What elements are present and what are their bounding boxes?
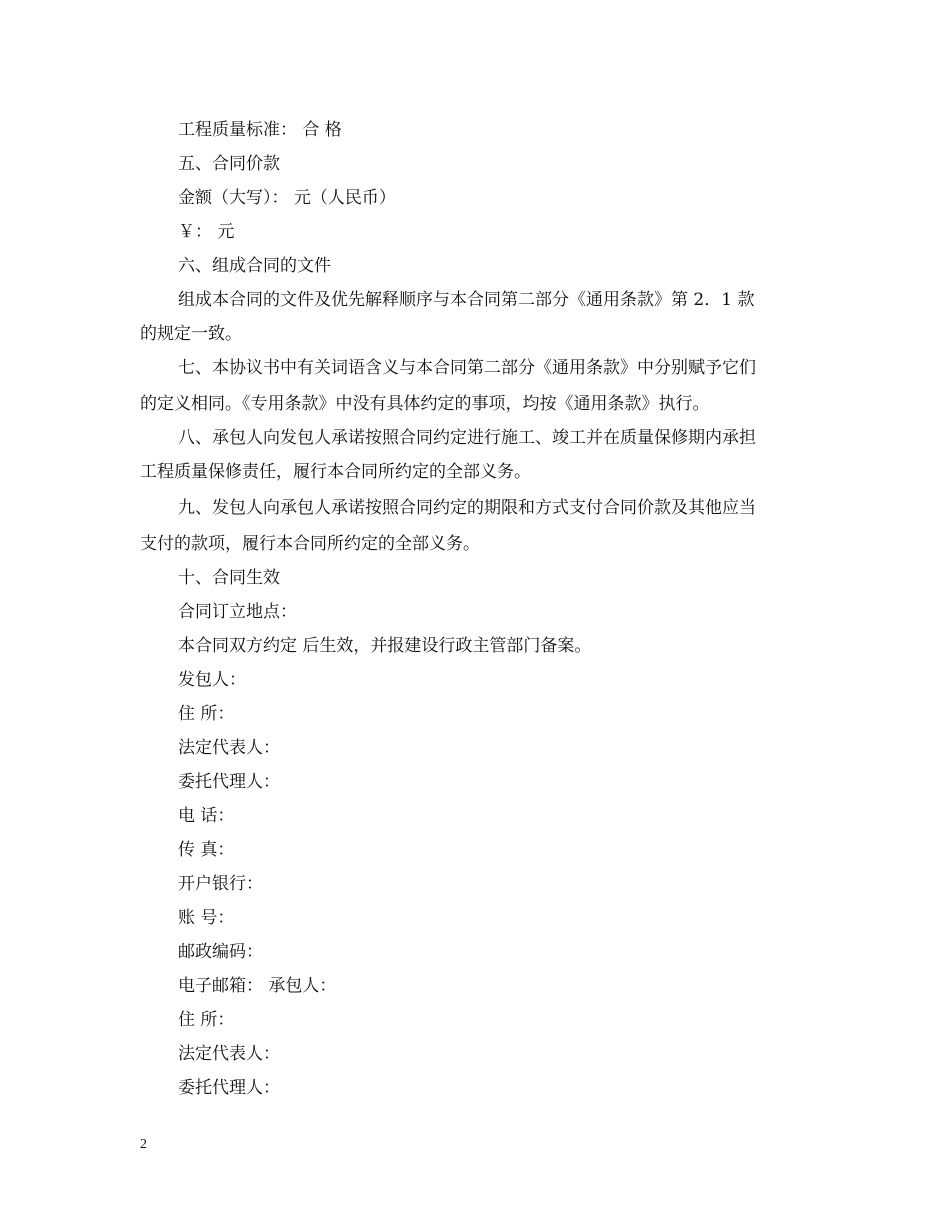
section-five-heading: 五、合同价款 (178, 154, 280, 174)
employer-fax-label: 传 真： (178, 840, 235, 860)
contractor-agent-label: 委托代理人： (178, 1078, 280, 1098)
employer-postcode-label: 邮政编码： (178, 942, 263, 962)
paragraph-seven-line-2: 的定义相同。《专用条款》中没有具体约定的事项，均按《通用条款》执行。 (140, 394, 710, 414)
amount-figures-line: ￥： 元 (178, 222, 235, 242)
paragraph-seven-line-1: 七、本协议书中有关词语含义与本合同第二部分《通用条款》中分别赋予它们 (178, 358, 756, 378)
signing-place-line: 合同订立地点： (178, 602, 297, 622)
employer-phone-label: 电 话： (178, 806, 235, 826)
section-six-heading: 六、组成合同的文件 (178, 256, 331, 276)
paragraph-eight-line-2: 工程质量保修责任，履行本合同所约定的全部义务。 (140, 462, 531, 482)
effectiveness-line: 本合同双方约定 后生效，并报建设行政主管部门备案。 (178, 636, 592, 656)
quality-standard-line: 工程质量标准： 合 格 (178, 120, 342, 140)
email-contractor-line: 电子邮箱： 承包人： (178, 976, 337, 996)
paragraph-nine-line-2: 支付的款项，履行本合同所约定的全部义务。 (140, 534, 480, 554)
employer-bank-label: 开户银行： (178, 874, 263, 894)
employer-address-label: 住 所： (178, 704, 235, 724)
contractor-address-label: 住 所： (178, 1010, 235, 1030)
page-number: 2 (140, 1137, 147, 1152)
employer-label: 发包人： (178, 670, 246, 690)
section-ten-heading: 十、合同生效 (178, 568, 280, 588)
paragraph-six-line-2: 的规定一致。 (140, 324, 242, 344)
amount-words-line: 金额（大写）： 元（人民币） (178, 188, 396, 208)
employer-account-label: 账 号： (178, 908, 235, 928)
paragraph-six-line-1: 组成本合同的文件及优先解释顺序与本合同第二部分《通用条款》第 2．1 款 (178, 290, 755, 310)
paragraph-nine-line-1: 九、发包人向承包人承诺按照合同约定的期限和方式支付合同价款及其他应当 (178, 498, 756, 518)
employer-agent-label: 委托代理人： (178, 772, 280, 792)
contractor-legal-rep-label: 法定代表人： (178, 1044, 280, 1064)
employer-legal-rep-label: 法定代表人： (178, 738, 280, 758)
paragraph-eight-line-1: 八、承包人向发包人承诺按照合同约定进行施工、竣工并在质量保修期内承担 (178, 428, 756, 448)
